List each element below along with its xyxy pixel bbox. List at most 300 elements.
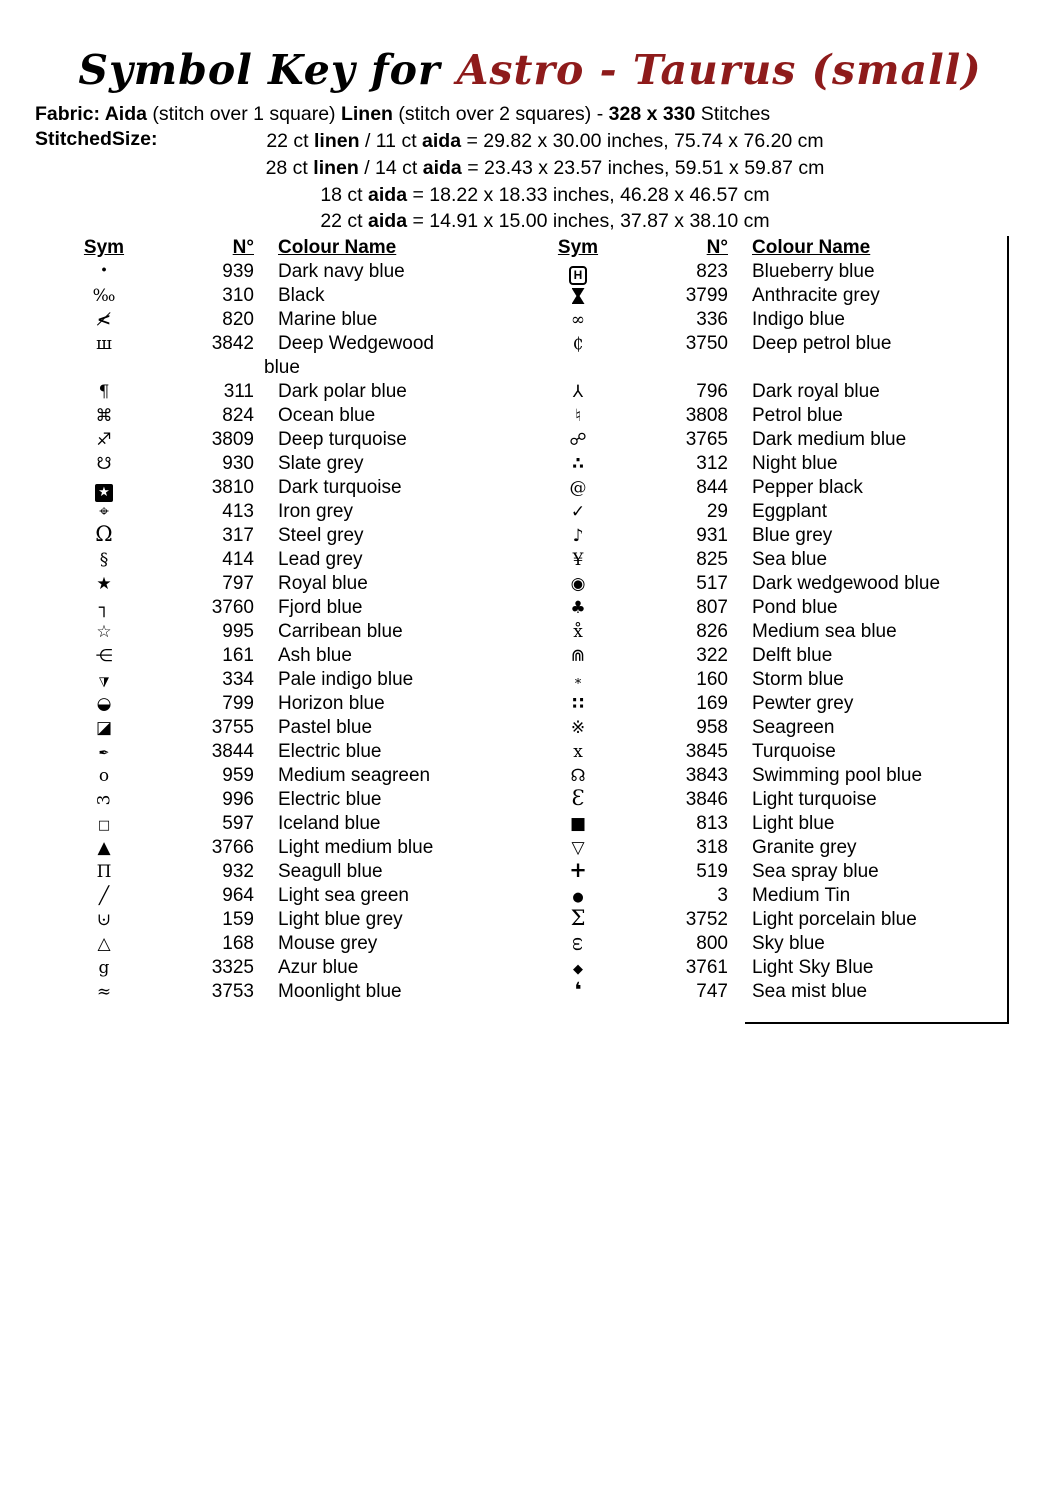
symbol-cell [72,692,136,716]
thread-number-cell: 958 [696,717,728,738]
table-row [546,740,1007,764]
symbol-cell [546,932,610,956]
table-row [72,788,524,812]
table-rows-left [72,257,524,1004]
stitch-symbol-glyph: ☆ [96,622,112,642]
stitch-symbol-glyph: ∴ [572,454,584,474]
table-row [72,836,524,860]
table-row [72,932,524,956]
table-header-row [72,236,524,260]
table-row [72,356,524,380]
symbol-cell [546,692,610,716]
symbol-cell [72,500,136,524]
thread-number-cell: 334 [222,669,254,690]
symbol-cell [72,932,136,956]
text-segment: = 18.22 x 18.33 inches, 46.28 x 46.57 cm [407,183,770,206]
thread-number-cell: 3760 [211,597,254,618]
stitched-size-label: StitchedSize: [35,128,158,150]
symbol-cell [546,500,610,524]
stitch-symbol-glyph: o [98,766,110,786]
page-title-prefix: Symbol Key for [78,46,441,94]
table-row [546,692,1007,716]
text-segment: 328 x 330 [608,103,696,125]
colour-name-cell: Azur blue [278,957,359,978]
symbol-cell [546,596,610,620]
colour-name-cell: Sea spray blue [752,861,879,882]
stitch-symbol-glyph: ₵ [572,334,584,354]
table-row [72,860,524,884]
colour-name-cell: Pond blue [752,597,838,618]
table-row [72,596,524,620]
stitch-symbol-glyph: Ω [95,522,113,546]
thread-number-cell: 823 [696,261,728,282]
symbol-cell [72,908,136,932]
stitch-symbol-glyph: ※ [570,718,586,738]
colour-name-cell: Black [278,285,325,306]
thread-number-cell: 800 [696,933,728,954]
colour-name-cell: Medium sea blue [752,621,897,642]
thread-number-cell: 3809 [211,429,254,450]
symbol-cell [546,308,610,332]
table-bottom-border [745,1022,1007,1024]
colour-name-cell: Medium seagreen [278,765,431,786]
symbol-cell [546,812,610,836]
colour-name-cell: Light blue [752,813,835,834]
text-segment: (stitch over 1 square) [146,103,341,125]
colour-name-cell: Dark polar blue [278,381,407,402]
thread-number-cell: 824 [222,405,254,426]
thread-number-cell: 747 [696,981,728,1002]
thread-number-cell: 3808 [685,405,728,426]
colour-name-cell: Seagull blue [278,861,383,882]
colour-name-cell: Deep petrol blue [752,333,892,354]
stitch-symbol-glyph: @ [569,478,587,498]
thread-number-cell: 161 [222,645,254,666]
colour-name-cell: Medium Tin [752,885,851,906]
thread-number-cell: 317 [222,525,254,546]
stitch-symbol-glyph: ◭ [99,675,109,690]
table-row [546,644,1007,668]
thread-number-cell: 159 [222,909,254,930]
colour-name-cell: Light blue grey [278,909,403,930]
stitch-symbol-glyph: ◆ [573,962,583,977]
table-row [546,452,1007,476]
symbol-cell [546,548,610,572]
table-row [546,476,1007,500]
colour-name-column-header: Colour Name [278,237,397,258]
thread-number-cell: 413 [222,501,254,522]
sym-column-header: Sym [557,237,599,258]
symbol-cell [72,644,136,668]
table-row [72,668,524,692]
symbol-cell [72,476,136,502]
colour-name-cell: Steel grey [278,525,364,546]
stitch-symbol-glyph: H [569,266,587,285]
table-row [546,380,1007,404]
text-segment: linen [314,130,360,152]
symbol-cell [72,788,136,812]
colour-name-cell: Royal blue [278,573,368,594]
colour-name-cell: Pale indigo blue [278,669,414,690]
symbol-cell [72,380,136,404]
thread-number-cell: 336 [696,309,728,330]
symbol-table-left [72,236,524,1004]
stitch-symbol-glyph: ✓ [570,502,586,522]
table-row [546,548,1007,572]
table-row [72,716,524,740]
table-row [546,620,1007,644]
thread-number-cell: 813 [696,813,728,834]
stitch-symbol-glyph: ★ [96,574,112,594]
table-row [546,836,1007,860]
colour-name-cell: Light porcelain blue [752,909,917,930]
colour-name-cell: Mouse grey [278,933,378,954]
thread-number-cell: 3766 [211,837,254,858]
text-segment: 28 ct [265,156,314,179]
table-row [546,956,1007,980]
thread-number-cell: 318 [696,837,728,858]
thread-number-cell: 597 [222,813,254,834]
colour-name-cell: Sea blue [752,549,828,570]
table-row [72,884,524,908]
thread-number-cell: 3752 [685,909,728,930]
colour-name-cell: Fjord blue [278,597,363,618]
symbol-cell [546,284,610,308]
text-segment: Linen [340,103,393,125]
table-row [546,716,1007,740]
thread-number-cell: 160 [696,669,728,690]
symbol-cell [546,716,610,740]
colour-name-cell: Dark wedgewood blue [752,573,941,594]
colour-name-cell: Lead grey [278,549,363,570]
thread-number-cell: 3844 [211,741,254,762]
thread-number-cell: 312 [696,453,728,474]
thread-number-cell: 3761 [685,957,728,978]
text-segment: (stitch over 2 squares) - [392,103,609,125]
colour-name-cell: Horizon blue [278,693,385,714]
colour-name-cell: Pastel blue [278,717,373,738]
colour-name-cell: Electric blue [278,789,382,810]
thread-number-cell: 844 [696,477,728,498]
stitch-symbol-glyph: ⋲ [95,646,113,666]
thread-number-cell: 168 [222,933,254,954]
thread-number-cell: 29 [706,501,728,522]
thread-number-cell: 169 [696,693,728,714]
stitch-symbol-glyph: · [100,257,108,282]
thread-number-cell: 517 [696,573,728,594]
colour-name-cell: Electric blue [278,741,382,762]
stitch-symbol-glyph: ● [572,890,584,905]
text-segment: = 14.91 x 15.00 inches, 37.87 x 38.10 cm [407,210,770,233]
symbol-cell [546,884,610,908]
text-segment: 22 ct [320,210,369,233]
colour-name-cell: Indigo blue [752,309,845,330]
colour-name-cell: Dark medium blue [752,429,907,450]
colour-name-cell: Slate grey [278,453,364,474]
text-segment: aida [422,156,462,179]
thread-number-cell: 3755 [211,717,254,738]
thread-number-cell: 3765 [685,429,728,450]
thread-number-cell: 414 [222,549,254,570]
table-row [546,977,1007,1004]
table-row [546,524,1007,548]
thread-number-cell: 3842 [211,333,254,354]
colour-name-cell: Turquoise [752,741,836,762]
table-row [72,620,524,644]
table-row [72,500,524,524]
stitch-symbol-glyph: ◒ [96,694,112,714]
symbol-cell [72,404,136,428]
colour-name-cell: Storm blue [752,669,844,690]
stitch-symbol-glyph: ◉ [570,574,586,594]
symbol-cell [72,428,136,452]
page-title-pattern-name: Astro - Taurus (small) [456,46,982,94]
thread-number-cell: 964 [222,885,254,906]
thread-number-cell: 826 [696,621,728,642]
stitch-symbol-glyph: g [98,958,110,978]
colour-name-cell: Dark royal blue [752,381,880,402]
stitched-size-line [150,155,940,182]
thread-number-cell: 807 [696,597,728,618]
stitch-symbol-glyph: ‰ [92,286,116,306]
table-row [546,260,1007,284]
table-row [72,476,524,500]
stitch-symbol-glyph: □ [97,818,111,833]
table-row [72,404,524,428]
text-segment: aida [368,183,408,206]
symbol-cell [546,740,610,764]
page-title [0,48,1060,92]
text-segment: Stitches [695,103,771,125]
colour-name-cell: Iron grey [278,501,353,522]
table-row [546,284,1007,308]
table-row [546,668,1007,692]
stitch-symbol-glyph: ⌘ [95,406,113,426]
thread-number-cell: 932 [222,861,254,882]
colour-name-cell: Moonlight blue [278,981,402,1002]
table-row [546,404,1007,428]
stitch-symbol-glyph: ⅄ [572,382,584,402]
table-row [72,308,524,332]
colour-name-cell: Anthracite grey [752,285,880,306]
thread-number-cell: 3810 [211,477,254,498]
symbol-cell [72,332,136,356]
table-row [72,428,524,452]
stitch-symbol-glyph: ✒ [98,746,110,761]
stitch-symbol-glyph: ☋ [96,454,112,474]
symbol-cell [546,644,610,668]
stitched-size-line [150,128,940,155]
table-row [546,857,1007,884]
stitch-symbol-glyph: ⋒ [570,646,586,666]
stitch-symbol-glyph: Σ [570,906,586,930]
symbol-cell [546,524,610,548]
colour-name-cell: Deep turquoise [278,429,407,450]
symbol-cell [72,668,136,692]
symbol-cell [546,908,610,932]
stitch-symbol-glyph: ◪ [95,718,113,738]
colour-name-cell: Blue grey [752,525,833,546]
table-row [546,812,1007,836]
colour-name-cell: Light sea green [278,885,409,906]
thread-number-cell: 3750 [685,333,728,354]
symbol-cell [72,620,136,644]
stitch-symbol-glyph: ⌖ [99,502,109,522]
number-column-header: N° [706,237,728,258]
symbol-cell [72,452,136,476]
symbol-cell [546,260,610,285]
stitch-symbol-glyph: ω [568,937,588,951]
symbol-cell [72,716,136,740]
stitch-symbol-glyph: △ [97,934,111,954]
thread-number-cell: 931 [696,525,728,546]
colour-name-cell: Dark navy blue [278,261,405,282]
table-row [72,380,524,404]
stitch-symbol-glyph: ¥ [572,550,584,570]
thread-number-cell: 939 [222,261,254,282]
stitch-symbol-glyph: ▲ [97,838,111,858]
symbol-cell [72,812,136,836]
symbol-cell [72,356,136,380]
stitch-symbol-glyph: ★ [95,484,113,502]
symbol-table-right [546,236,1009,1024]
table-row [72,524,524,548]
text-segment: / 14 ct [358,156,423,179]
thread-number-cell: 799 [222,693,254,714]
stitch-symbol-glyph: ┐ [98,598,110,618]
table-row [546,884,1007,908]
table-row [546,932,1007,956]
colour-name-cell: Deep Wedgewood [278,333,434,354]
thread-number-cell: 3799 [685,285,728,306]
table-row [546,332,1007,356]
text-segment: / 11 ct [359,130,423,152]
symbol-cell [546,356,610,380]
symbol-cell [72,572,136,596]
table-row [72,956,524,980]
stitch-symbol-glyph: ∷ [572,694,584,714]
stitch-symbol-glyph: Ɛ [571,786,585,810]
symbol-cell [72,836,136,860]
text-segment: 18 ct [320,183,369,206]
stitch-symbol-glyph: ■ [569,814,587,834]
table-row [546,308,1007,332]
colour-name-cell: Ash blue [278,645,352,666]
colour-name-cell: Carribean blue [278,621,403,642]
stitch-symbol-glyph: ∞ [570,310,586,330]
symbol-cell [546,788,610,812]
symbol-cell [72,257,136,284]
colour-name-cell: Light Sky Blue [752,957,874,978]
stitch-symbol-glyph: ❛ [574,977,582,1002]
thread-number-cell: 322 [696,645,728,666]
table-header-row [546,236,1007,260]
colour-name-cell: Iceland blue [278,813,381,834]
colour-name-cell: Night blue [752,453,838,474]
thread-number-cell: 519 [696,861,728,882]
thread-number-cell: 3845 [685,741,728,762]
table-row [546,428,1007,452]
symbol-cell [546,572,610,596]
stitch-symbol-glyph: ▽ [571,838,585,858]
table-row [72,812,524,836]
stitch-symbol-glyph: 3 [93,794,114,806]
table-row [546,908,1007,932]
table-row [72,644,524,668]
stitch-symbol-glyph: ¶ [98,382,110,402]
stitch-symbol-glyph: ш [96,334,112,354]
table-rows-right [546,260,1007,1004]
symbol-cell [546,620,610,644]
text-segment: linen [313,156,359,179]
text-segment: = 29.82 x 30.00 inches, 75.74 x 76.20 cm [461,130,824,152]
table-row [546,356,1007,380]
symbol-cell [546,332,610,356]
stitch-symbol-glyph: ∗ [573,674,583,689]
stitch-symbol-glyph: x̊ [573,622,583,642]
text-segment: = 23.43 x 23.57 inches, 59.51 x 59.87 cm [461,156,825,179]
table-row [546,764,1007,788]
symbol-cell [72,764,136,788]
table-row [72,740,524,764]
stitch-symbol-glyph: x [573,742,583,762]
text-segment: Fabric: Aida [35,103,147,125]
text-segment: aida [368,210,408,233]
symbol-cell [546,977,610,1004]
table-row [546,500,1007,524]
table-row [546,596,1007,620]
thread-number-cell: 796 [696,381,728,402]
colour-name-cell: Eggplant [752,501,828,522]
table-row [72,257,524,284]
symbol-cell [546,404,610,428]
stitch-symbol-glyph: ≮ [96,310,112,330]
colour-name-cell: Delft blue [752,645,833,666]
thread-number-cell: 820 [222,309,254,330]
thread-number-cell: 3843 [685,765,728,786]
stitch-symbol-glyph: § [99,550,109,570]
colour-name-cell: Marine blue [278,309,378,330]
text-segment: 22 ct [266,130,315,152]
colour-name-cell: Granite grey [752,837,857,858]
symbol-cell [546,857,610,884]
symbol-cell [72,308,136,332]
table-row [72,332,524,356]
symbol-cell [546,668,610,692]
stitched-size-lines [150,128,940,235]
symbol-cell [72,980,136,1004]
stitch-symbol-glyph: + [569,857,587,882]
thread-number-cell: 797 [222,573,254,594]
symbol-cell [72,884,136,908]
symbol-cell [72,956,136,980]
symbol-cell [72,284,136,308]
colour-name-cell: Ocean blue [278,405,376,426]
colour-name-cell: Seagreen [752,717,835,738]
fabric-line [35,101,770,127]
stitched-size-line [150,208,940,235]
thread-number-cell: 959 [222,765,254,786]
colour-name-cell: Pewter grey [752,693,854,714]
colour-name-cell: Petrol blue [752,405,843,426]
stitch-symbol-glyph: ☍ [569,430,587,450]
stitch-symbol-glyph: ♮ [574,406,582,426]
symbol-cell [546,428,610,452]
stitch-symbol-glyph: ♪ [572,526,584,546]
stitched-size-line [150,182,940,209]
table-row [546,788,1007,812]
table-row [72,284,524,308]
